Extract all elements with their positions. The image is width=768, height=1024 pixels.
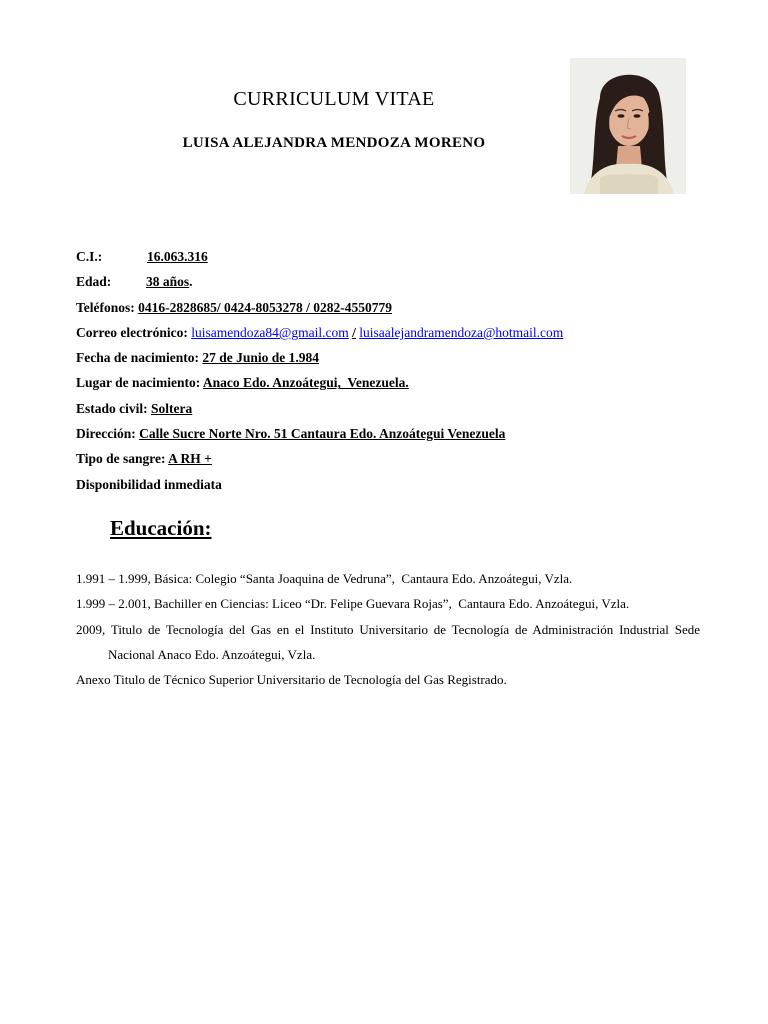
estado-label: Estado civil:	[76, 400, 148, 416]
fecha-label: Fecha de nacimiento:	[76, 350, 199, 366]
education-item: 1.999 – 2.001, Bachiller en Ciencias: Liceo “Dr. Felipe Guevara Rojas”, Cantaura Edo. Anzoátegui, Vzla.	[76, 596, 630, 612]
estado-value: Soltera	[151, 400, 193, 416]
disponibilidad-row	[76, 476, 716, 501]
correo-separator: /	[352, 324, 356, 340]
ci-value: 16.063.316	[147, 249, 208, 264]
education-item: 1.991 – 1.999, Básica: Colegio “Santa Joaquina de Vedruna”, Cantaura Edo. Anzoátegui, Vzla.	[76, 571, 573, 586]
profile-photo	[570, 58, 686, 194]
edad-suffix: .	[189, 274, 193, 290]
education-item: Anexo Titulo de Técnico Superior Universitario de Tecnología del Gas Registrado.	[76, 672, 507, 688]
correo-row	[76, 324, 716, 349]
personal-info	[76, 248, 716, 501]
person-name: LUISA ALEJANDRA MENDOZA MORENO	[182, 135, 486, 151]
telefonos-value: 0416-2828685/ 0424-8053278 / 0282-4550779	[138, 299, 393, 315]
ci-label: C.I.:	[76, 249, 103, 264]
email-link-hotmail[interactable]: luisaalejandramendoza@hotmail.com	[359, 324, 564, 340]
lugar-label: Lugar de nacimiento:	[76, 375, 201, 391]
telefonos-row	[76, 299, 716, 324]
correo-label: Correo electrónico:	[76, 324, 188, 340]
edad-value: 38 años	[146, 274, 190, 290]
fecha-row	[76, 349, 716, 374]
sangre-label: Tipo de sangre:	[76, 451, 166, 467]
direccion-row	[76, 425, 716, 450]
direccion-label: Dirección:	[76, 426, 136, 442]
estado-row	[76, 400, 716, 425]
lugar-row	[76, 374, 716, 399]
edad-label: Edad:	[76, 274, 112, 290]
direccion-value: Calle Sucre Norte Nro. 51 Cantaura Edo. Anzoátegui Venezuela	[139, 426, 506, 442]
ci-row	[76, 248, 716, 273]
education-heading: Educación:	[110, 516, 212, 540]
lugar-value: Anaco Edo. Anzoátegui, Venezuela.	[202, 375, 409, 391]
telefonos-label: Teléfonos:	[76, 299, 135, 315]
education-item: 2009, Titulo de Tecnología del Gas en el Instituto Universitario de Tecnología de Administración Industrial Sede Nacional Anaco Edo. Anzoátegui, Vzla.	[76, 621, 700, 662]
page-title: CURRICULUM VITAE	[233, 88, 435, 110]
sangre-row	[76, 450, 716, 475]
fecha-value: 27 de Junio de 1.984	[202, 350, 320, 366]
education-list	[76, 566, 700, 692]
disponibilidad-text: Disponibilidad inmediata	[76, 476, 222, 492]
sangre-value: A RH +	[168, 451, 212, 467]
email-link-gmail[interactable]: luisamendoza84@gmail.com	[191, 324, 349, 340]
edad-row	[76, 273, 716, 298]
